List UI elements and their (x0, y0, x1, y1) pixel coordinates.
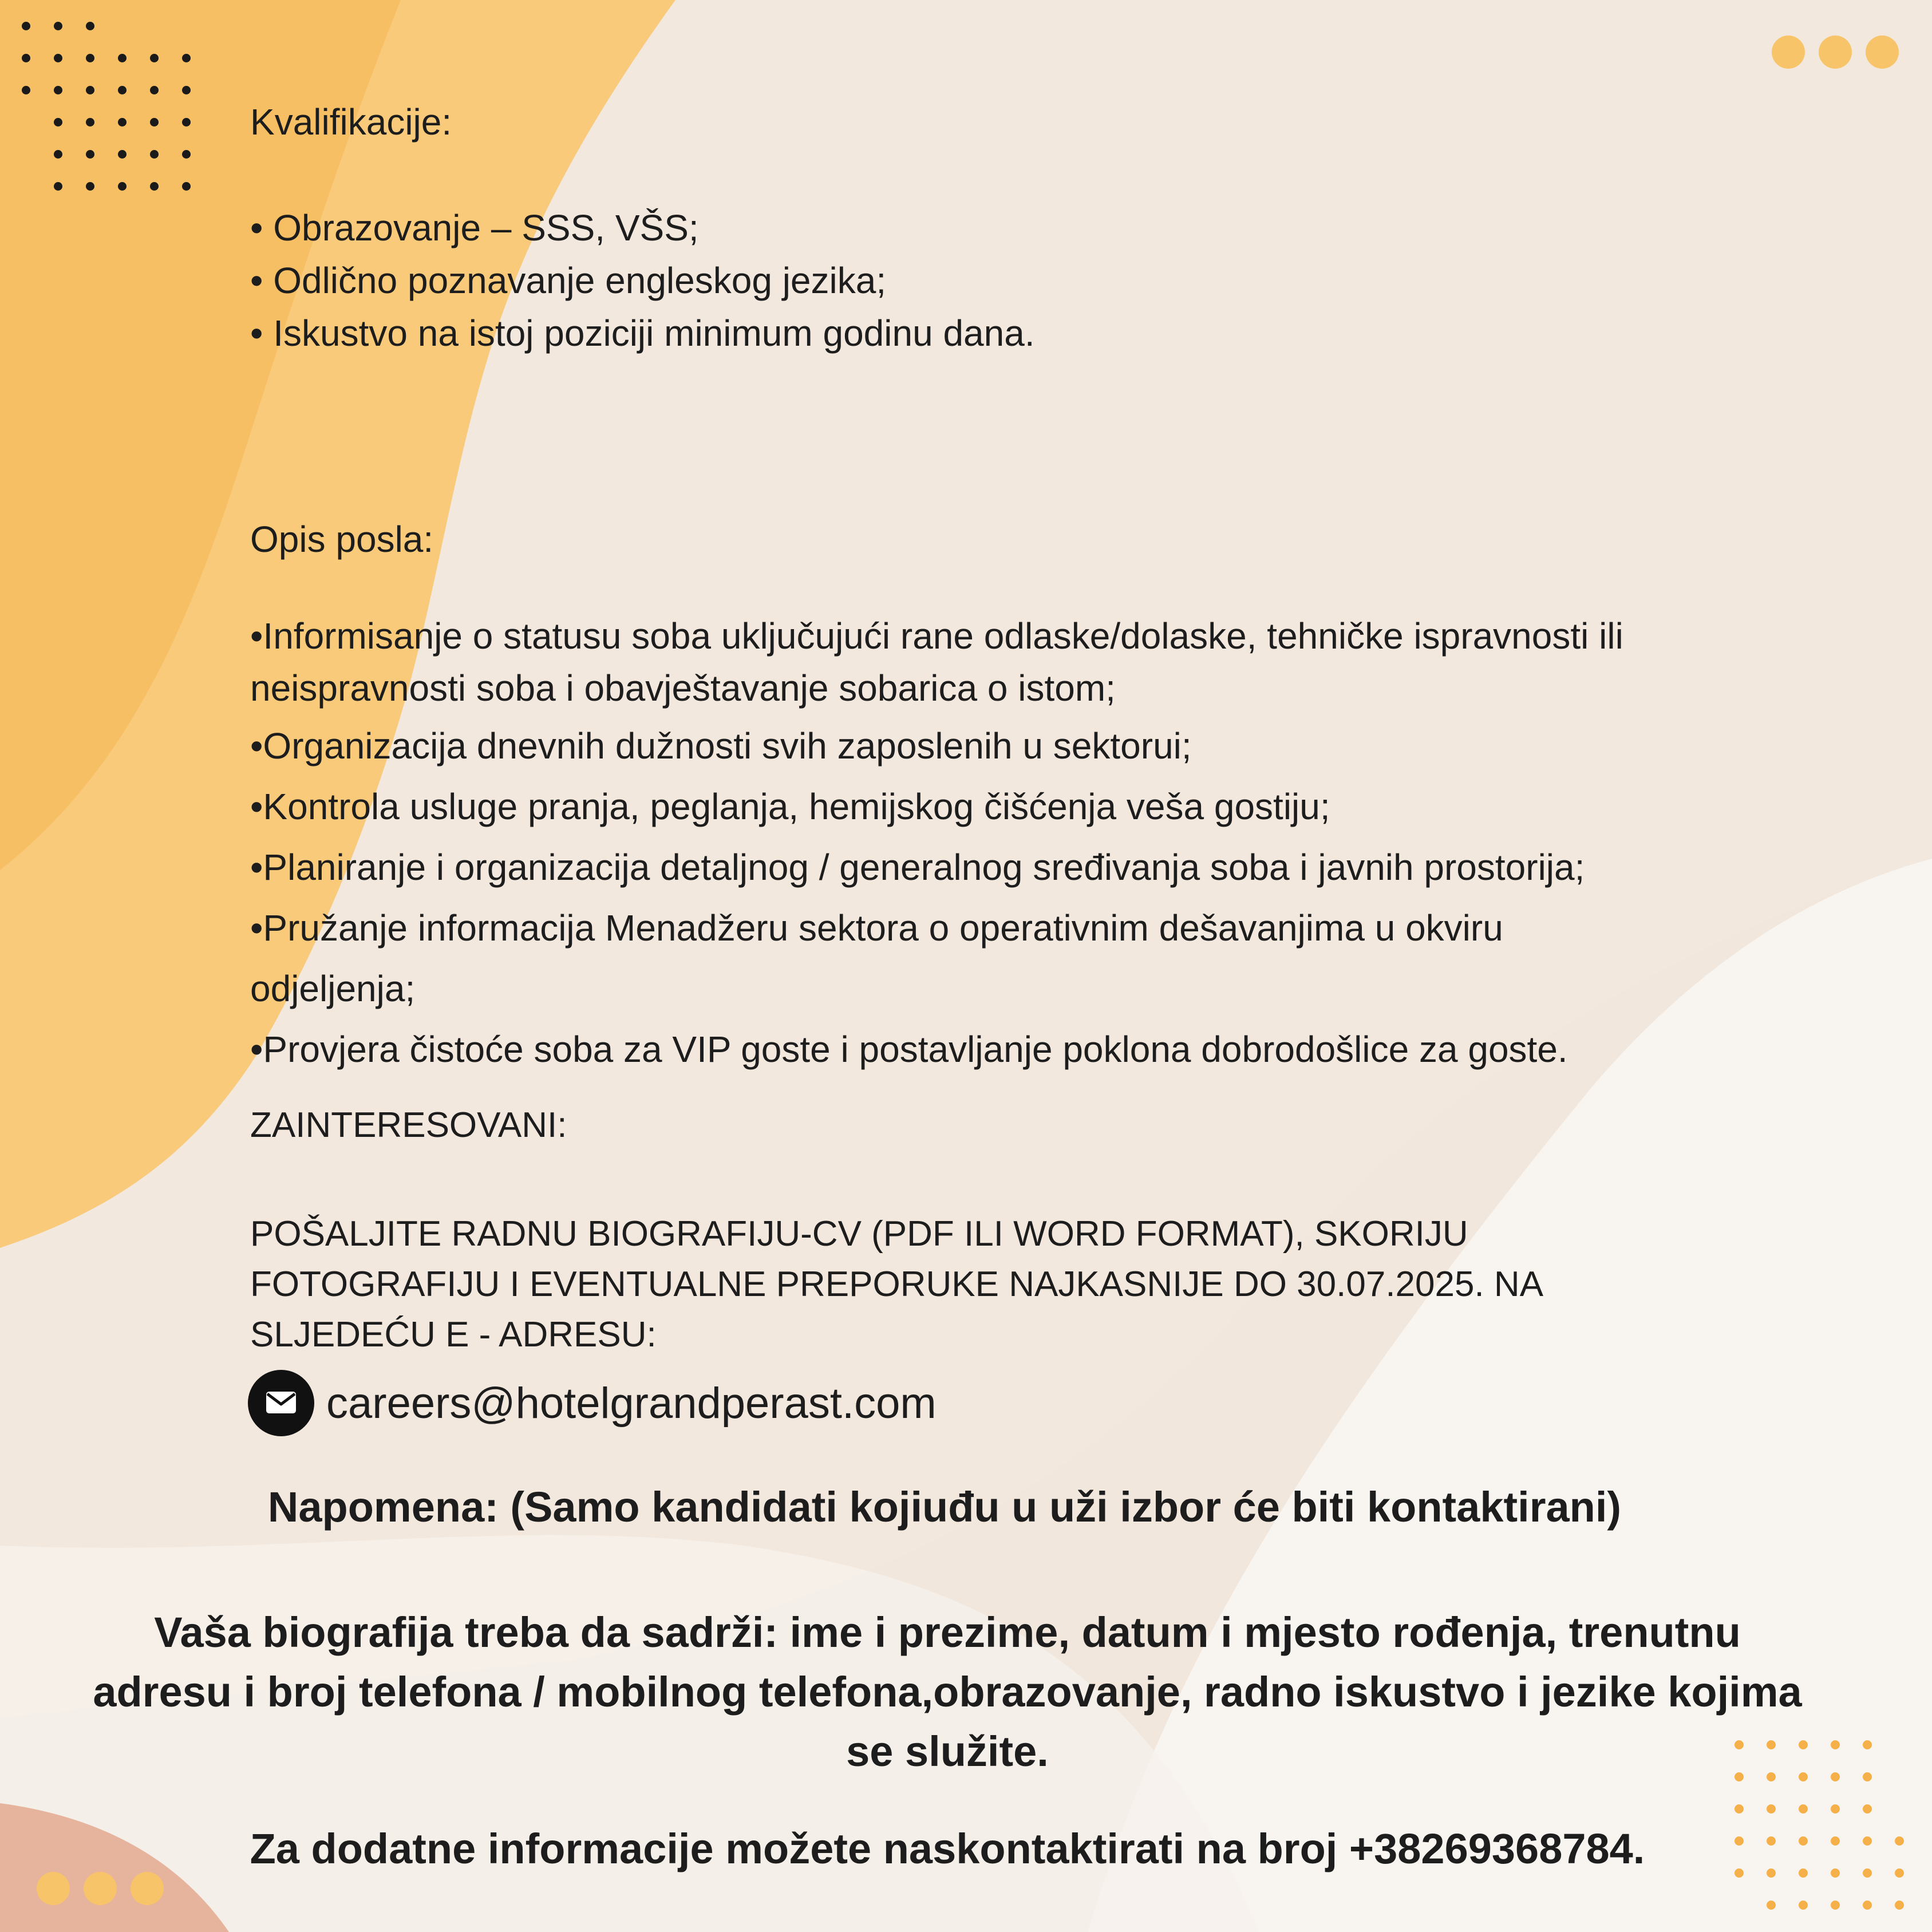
duty-line: •Provjera čistoće soba za VIP goste i postavljanje poklona dobrodošlice za goste. (250, 1029, 1568, 1070)
duty-line: •Planiranje i organizacija detaljnog / generalnog sređivanja soba i javnih prostorija; (250, 847, 1585, 888)
dot-grid-top-left (0, 0, 206, 206)
duty-line: neispravnosti soba i obavještavanje sobarica o istom; (250, 667, 1116, 709)
cv-requirements (0, 1603, 1895, 1781)
instruction-line: POŠALJITE RADNU BIOGRAFIJU-CV (PDF ILI WORD FORMAT), SKORIJU (250, 1214, 1468, 1254)
note-text: Napomena: (Samo kandidati kojiuđu u uži izbor će biti kontaktirani) (267, 1483, 1622, 1531)
list-item: • Odlično poznavanje engleskog jezika; (250, 260, 887, 301)
cv-requirement-line: adresu i broj telefona / mobilnog telefona,obrazovanje, radno iskustvo i jezike kojima (93, 1668, 1802, 1716)
list-item: • Obrazovanje – SSS, VŠS; (250, 207, 699, 248)
duty-line: •Kontrola usluge pranja, peglanja, hemijskog čišćenja veša gostiju; (250, 786, 1330, 827)
duty-line: •Organizacija dnevnih dužnosti svih zaposlenih u sektorui; (250, 725, 1192, 767)
instruction-line: SLJEDEĆU E - ADRESU: (250, 1315, 657, 1354)
instruction-line: FOTOGRAFIJU I EVENTUALNE PREPORUKE NAJKASNIJE DO 30.07.2025. NA (250, 1265, 1544, 1304)
email-link[interactable]: careers@hotelgrandperast.com (326, 1379, 937, 1428)
job-description-heading: Opis posla: (250, 519, 434, 560)
contact-text: Za dodatne informacije možete naskontaktirati na broj +38269368784. (250, 1825, 1645, 1872)
list-item: • Iskustvo na istoj poziciji minimum godinu dana. (250, 313, 1035, 354)
orange-dots-top-right (1772, 35, 1909, 70)
interested-heading: ZAINTERESOVANI: (250, 1105, 567, 1145)
mail-icon (248, 1370, 314, 1436)
duty-line: •Informisanje o statusu soba uključujući rane odlaske/dolaske, tehničke ispravnosti ili (250, 615, 1623, 657)
cv-requirement-line: Vaša biografija treba da sadrži: ime i prezime, datum i mjesto rođenja, trenutnu (154, 1609, 1741, 1656)
qualifications-list (250, 202, 1035, 359)
cv-requirement-line: se služite. (846, 1728, 1049, 1775)
application-instructions (250, 1209, 1543, 1360)
qualifications-heading: Kvalifikacije: (250, 101, 452, 143)
duty-line: odjeljenja; (250, 968, 416, 1009)
duty-line: •Pružanje informacija Menadžeru sektora o operativnim dešavanjima u okviru (250, 907, 1503, 949)
job-description-list (250, 611, 1623, 1080)
